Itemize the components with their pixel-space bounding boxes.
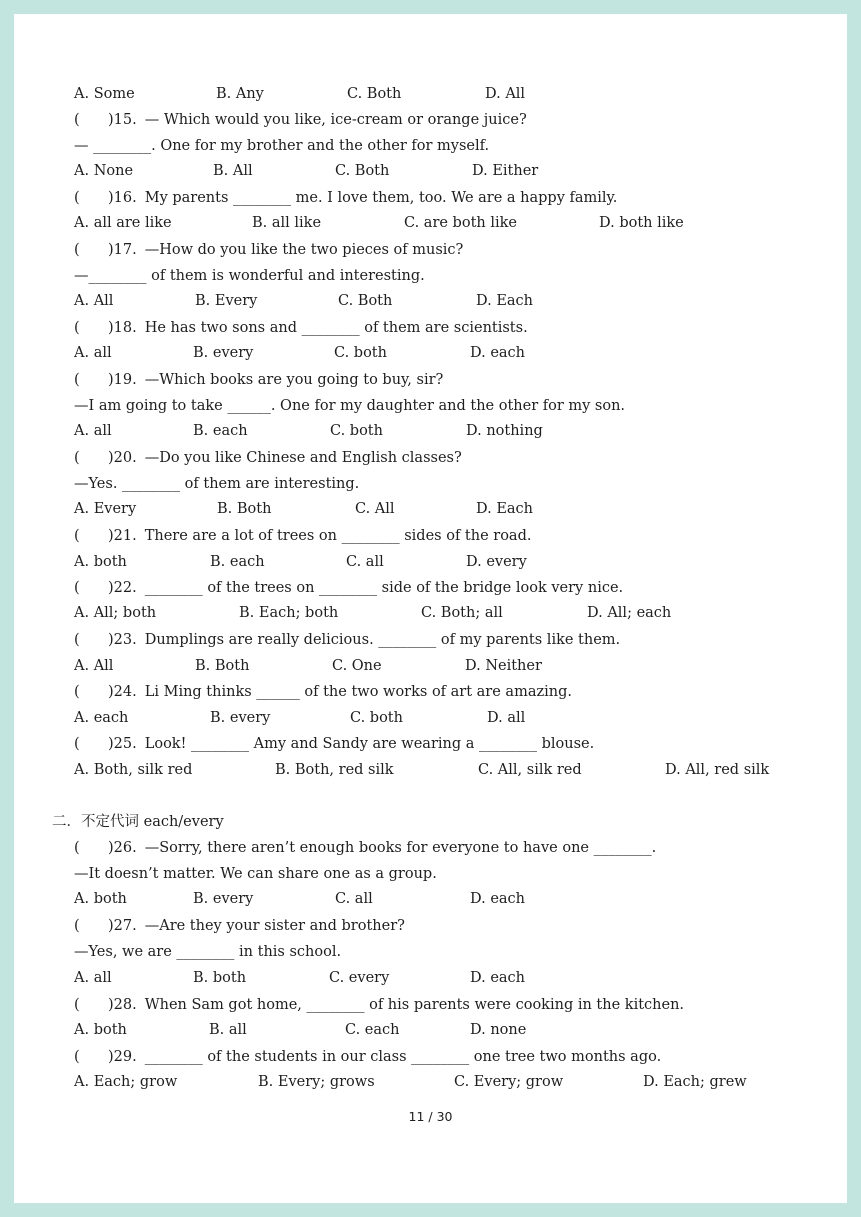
question-line bbox=[74, 1046, 827, 1068]
option-d: D. each bbox=[470, 891, 526, 907]
question-text: —Sorry, there aren’t enough books for everyone to have one ________. bbox=[144, 840, 657, 856]
options-row bbox=[74, 83, 827, 105]
dialogue-line bbox=[74, 863, 827, 885]
answer-bracket: ( bbox=[74, 736, 80, 752]
option-b: B. Both, red silk bbox=[275, 762, 394, 778]
option-c: C. both bbox=[330, 423, 383, 439]
answer-bracket: ( bbox=[74, 112, 80, 128]
question-line bbox=[74, 447, 827, 469]
option-b: B. every bbox=[210, 710, 271, 726]
answer-bracket: ( bbox=[74, 997, 80, 1013]
question-number: )26. bbox=[108, 840, 137, 856]
question-number: )29. bbox=[108, 1049, 137, 1065]
options-row bbox=[74, 551, 827, 573]
option-c: C. every bbox=[329, 970, 390, 986]
dialogue-text: —Yes. ________ of them are interesting. bbox=[74, 476, 360, 492]
question-text: ________ of the trees on ________ side of the bridge look very nice. bbox=[144, 580, 624, 596]
option-a: A. both bbox=[74, 1022, 127, 1038]
question-number: )28. bbox=[108, 997, 137, 1013]
question-line bbox=[74, 525, 827, 547]
option-d: D. none bbox=[470, 1022, 527, 1038]
option-a: A. Each; grow bbox=[74, 1074, 178, 1090]
question-text: —How do you like the two pieces of music? bbox=[144, 242, 464, 258]
section-heading bbox=[52, 811, 827, 833]
dialogue-text: — ________. One for my brother and the other for myself. bbox=[74, 138, 490, 154]
question-number: )24. bbox=[108, 684, 137, 700]
option-d: D. each bbox=[470, 970, 526, 986]
option-a: A. Every bbox=[74, 501, 137, 517]
worksheet-content bbox=[14, 14, 847, 1203]
question-number: )16. bbox=[108, 190, 137, 206]
option-c: C. each bbox=[345, 1022, 400, 1038]
option-b: B. All bbox=[213, 163, 253, 179]
option-c: C. Both bbox=[347, 86, 402, 102]
option-d: D. all bbox=[487, 710, 526, 726]
question-text: ________ of the students in our class ________ one tree two months ago. bbox=[144, 1049, 662, 1065]
answer-bracket: ( bbox=[74, 528, 80, 544]
option-b: B. all like bbox=[252, 215, 322, 231]
option-d: D. each bbox=[470, 345, 526, 361]
question-line bbox=[74, 109, 827, 131]
dialogue-line bbox=[74, 395, 827, 417]
option-c: C. Both bbox=[335, 163, 390, 179]
option-b: B. each bbox=[210, 554, 265, 570]
option-b: B. every bbox=[193, 891, 254, 907]
question-number: )23. bbox=[108, 632, 137, 648]
option-a: A. all bbox=[74, 345, 112, 361]
answer-bracket: ( bbox=[74, 372, 80, 388]
question-number: )25. bbox=[108, 736, 137, 752]
question-text: —Are they your sister and brother? bbox=[144, 918, 405, 934]
options-row bbox=[74, 707, 827, 729]
question-line bbox=[74, 837, 827, 859]
option-b: B. Any bbox=[216, 86, 264, 102]
option-d: D. Each; grew bbox=[643, 1074, 747, 1090]
question-line bbox=[74, 577, 827, 599]
dialogue-line bbox=[74, 265, 827, 287]
answer-bracket: ( bbox=[74, 450, 80, 466]
question-text: When Sam got home, ________ of his parents were cooking in the kitchen. bbox=[144, 997, 685, 1013]
option-a: A. each bbox=[74, 710, 129, 726]
option-c: C. Every; grow bbox=[454, 1074, 564, 1090]
option-a: A. Both, silk red bbox=[74, 762, 193, 778]
options-row bbox=[74, 1019, 827, 1041]
option-a: A. all bbox=[74, 423, 112, 439]
option-c: C. both bbox=[350, 710, 403, 726]
option-a: A. All bbox=[74, 658, 114, 674]
option-d: D. All; each bbox=[587, 605, 672, 621]
options-row bbox=[74, 759, 827, 781]
option-c: C. all bbox=[346, 554, 384, 570]
question-text: There are a lot of trees on ________ sides of the road. bbox=[144, 528, 532, 544]
option-d: D. both like bbox=[599, 215, 684, 231]
question-text: —Which books are you going to buy, sir? bbox=[144, 372, 444, 388]
dialogue-text: —I am going to take ______. One for my daughter and the other for my son. bbox=[74, 398, 626, 414]
option-b: B. both bbox=[193, 970, 247, 986]
answer-bracket: ( bbox=[74, 918, 80, 934]
answer-bracket: ( bbox=[74, 242, 80, 258]
question-text: He has two sons and ________ of them are scientists. bbox=[144, 320, 528, 336]
options-row bbox=[74, 160, 827, 182]
option-c: C. all bbox=[335, 891, 373, 907]
option-c: C. All, silk red bbox=[478, 762, 582, 778]
question-text: Dumplings are really delicious. ________ of my parents like them. bbox=[144, 632, 621, 648]
question-number: )18. bbox=[108, 320, 137, 336]
option-b: B. all bbox=[209, 1022, 247, 1038]
option-d: D. nothing bbox=[466, 423, 543, 439]
option-d: D. Each bbox=[476, 293, 534, 309]
option-d: D. Neither bbox=[465, 658, 542, 674]
document-page bbox=[14, 14, 847, 1203]
option-b: B. every bbox=[193, 345, 254, 361]
question-number: )19. bbox=[108, 372, 137, 388]
answer-bracket: ( bbox=[74, 1049, 80, 1065]
option-d: D. All, red silk bbox=[665, 762, 770, 778]
option-a: A. both bbox=[74, 891, 127, 907]
answer-bracket: ( bbox=[74, 632, 80, 648]
question-line bbox=[74, 317, 827, 339]
option-a: A. All bbox=[74, 293, 114, 309]
question-line bbox=[74, 681, 827, 703]
option-a: A. all are like bbox=[74, 215, 172, 231]
options-row bbox=[74, 212, 827, 234]
option-a: A. Some bbox=[74, 86, 135, 102]
question-text: My parents ________ me. I love them, too. We are a happy family. bbox=[144, 190, 618, 206]
option-a: A. None bbox=[74, 163, 134, 179]
answer-bracket: ( bbox=[74, 190, 80, 206]
question-line bbox=[74, 239, 827, 261]
option-a: A. both bbox=[74, 554, 127, 570]
option-c: C. are both like bbox=[404, 215, 517, 231]
options-row bbox=[74, 967, 827, 989]
question-number: )15. bbox=[108, 112, 137, 128]
question-number: )20. bbox=[108, 450, 137, 466]
option-a: A. All; both bbox=[74, 605, 157, 621]
section-title: 二．不定代词 each/every bbox=[52, 814, 224, 830]
options-row bbox=[74, 602, 827, 624]
question-line bbox=[74, 369, 827, 391]
option-b: B. each bbox=[193, 423, 248, 439]
question-line bbox=[74, 733, 827, 755]
option-c: C. All bbox=[355, 501, 395, 517]
options-row bbox=[74, 290, 827, 312]
question-line bbox=[74, 187, 827, 209]
question-text: — Which would you like, ice-cream or orange juice? bbox=[144, 112, 527, 128]
option-a: A. all bbox=[74, 970, 112, 986]
option-d: D. All bbox=[485, 86, 526, 102]
option-d: D. Each bbox=[476, 501, 534, 517]
dialogue-text: —________ of them is wonderful and interesting. bbox=[74, 268, 425, 284]
options-row bbox=[74, 498, 827, 520]
question-number: )21. bbox=[108, 528, 137, 544]
option-c: C. Both bbox=[338, 293, 393, 309]
option-c: C. both bbox=[334, 345, 387, 361]
question-text: Li Ming thinks ______ of the two works of art are amazing. bbox=[144, 684, 572, 700]
dialogue-text: —It doesn’t matter. We can share one as a group. bbox=[74, 866, 437, 882]
option-b: B. Each; both bbox=[239, 605, 339, 621]
page-number: 11 / 30 bbox=[408, 1109, 453, 1124]
options-row bbox=[74, 1071, 827, 1093]
option-d: D. Either bbox=[472, 163, 539, 179]
answer-bracket: ( bbox=[74, 684, 80, 700]
option-c: C. Both; all bbox=[421, 605, 503, 621]
question-number: )17. bbox=[108, 242, 137, 258]
answer-bracket: ( bbox=[74, 320, 80, 336]
dialogue-text: —Yes, we are ________ in this school. bbox=[74, 944, 342, 960]
option-b: B. Both bbox=[195, 658, 250, 674]
option-b: B. Every; grows bbox=[258, 1074, 375, 1090]
options-row bbox=[74, 342, 827, 364]
answer-bracket: ( bbox=[74, 580, 80, 596]
question-line bbox=[74, 994, 827, 1016]
question-number: )22. bbox=[108, 580, 137, 596]
option-b: B. Both bbox=[217, 501, 272, 517]
answer-bracket: ( bbox=[74, 840, 80, 856]
dialogue-line bbox=[74, 941, 827, 963]
question-line bbox=[74, 629, 827, 651]
options-row bbox=[74, 655, 827, 677]
options-row bbox=[74, 888, 827, 910]
option-b: B. Every bbox=[195, 293, 258, 309]
dialogue-line bbox=[74, 473, 827, 495]
dialogue-line bbox=[74, 135, 827, 157]
question-text: —Do you like Chinese and English classes? bbox=[144, 450, 462, 466]
option-d: D. every bbox=[466, 554, 527, 570]
question-number: )27. bbox=[108, 918, 137, 934]
options-row bbox=[74, 420, 827, 442]
question-line bbox=[74, 915, 827, 937]
question-text: Look! ________ Amy and Sandy are wearing a ________ blouse. bbox=[144, 736, 595, 752]
option-c: C. One bbox=[332, 658, 382, 674]
